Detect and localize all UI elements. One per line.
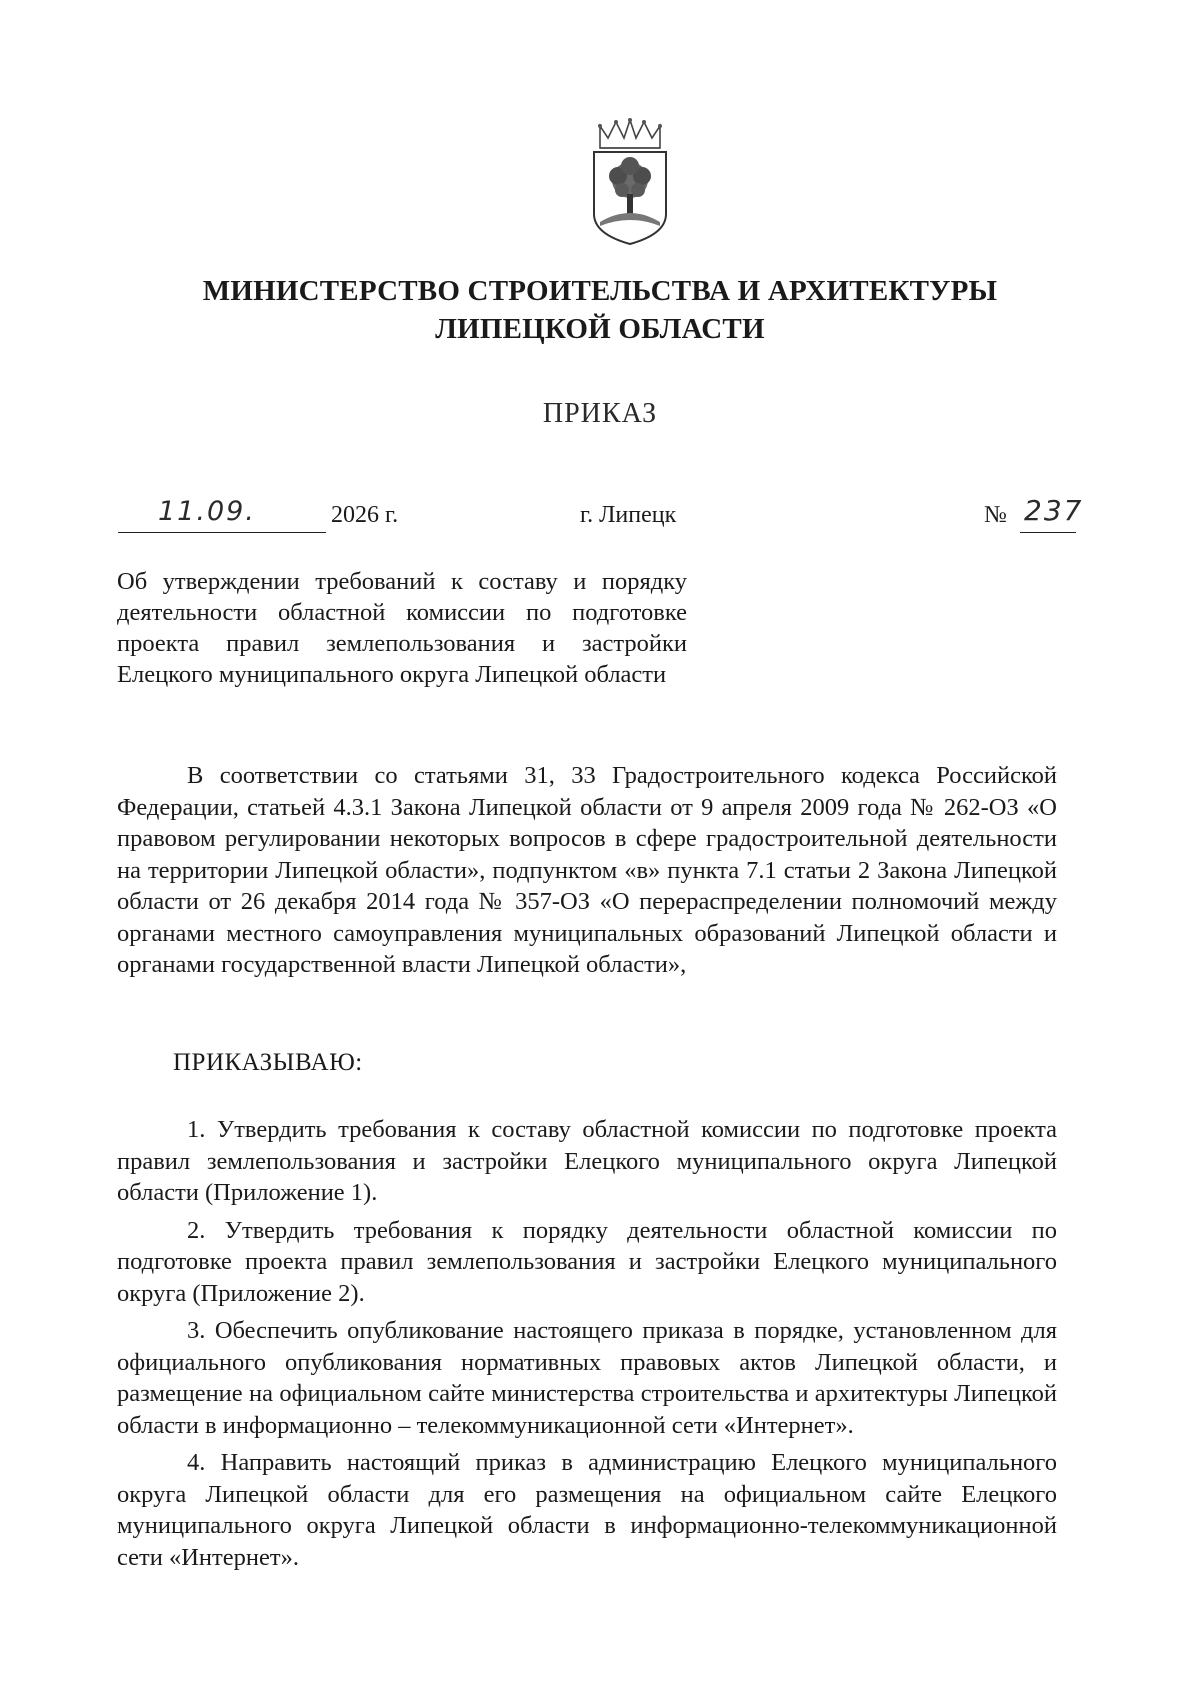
document-year: 2026 г. [331, 502, 399, 528]
order-item-1: 1. Утвердить требования к составу областной комиссии по подготовке проекта правил землепользования и застройки Елецкого муниципального округа Липецкой области (Приложение 1). [117, 1116, 1057, 1206]
document-details-line [118, 494, 1084, 540]
ministry-line-2: ЛИПЕЦКОЙ ОБЛАСТИ [435, 313, 765, 345]
order-item-2: 2. Утвердить требования к порядку деятельности областной комиссии по подготовке проекта правил землепользования и застройки Елецкого муниципального округа (Приложение 2). [117, 1216, 1057, 1307]
order-items [117, 1114, 1057, 1579]
ministry-line-1: МИНИСТЕРСТВО СТРОИТЕЛЬСТВА И АРХИТЕКТУРЫ [202, 275, 998, 307]
document-subject: Об утверждении требований к составу и порядку деятельности областной комиссии по подготовке проекта правил землепользования и застройки Елецкого муниципального округа Липецкой области [117, 568, 687, 688]
document-city: г. Липецк [580, 502, 677, 528]
order-word: ПРИКАЗЫВАЮ: [173, 1049, 363, 1076]
document-type-title: ПРИКАЗ [542, 398, 658, 429]
handwritten-number: 237 [1024, 494, 1084, 527]
preamble-paragraph: В соответствии со статьями 31, 33 Градостроительного кодекса Российской Федерации, статьей 4.3.1 Закона Липецкой области от 9 апреля 2009 года № 262-ОЗ «О правовом регулировании некоторых вопросов в сфере градостроительной деятельности на территории Липецкой области», подпунктом «в» пункта 7.1 статьи 2 Закона Липецкой области от 26 декабря 2014 года № 357-ОЗ «О перераспределении полномочий между органами местного самоуправления муниципальных образований Липецкой области и органами государственной власти Липецкой области», [117, 762, 1057, 978]
order-item-3: 3. Обеспечить опубликование настоящего приказа в порядке, установленном для официального опубликования нормативных правовых актов Липецкой области, и размещение на официальном сайте министерства строительства и архитектуры Липецкой области в информационно – телекоммуникационной сети «Интернет». [117, 1317, 1057, 1439]
coat-of-arms-icon [586, 118, 674, 246]
ministry-name [150, 272, 1050, 348]
order-item-4: 4. Направить настоящий приказ в администрацию Елецкого муниципального округа Липецкой области для его размещения на официальном сайте Елецкого муниципального округа Липецкой области в информационно-телекоммуникационной сети «Интернет». [117, 1449, 1057, 1571]
handwritten-date: 11.09. [158, 496, 256, 527]
number-sign: № [984, 502, 1007, 528]
